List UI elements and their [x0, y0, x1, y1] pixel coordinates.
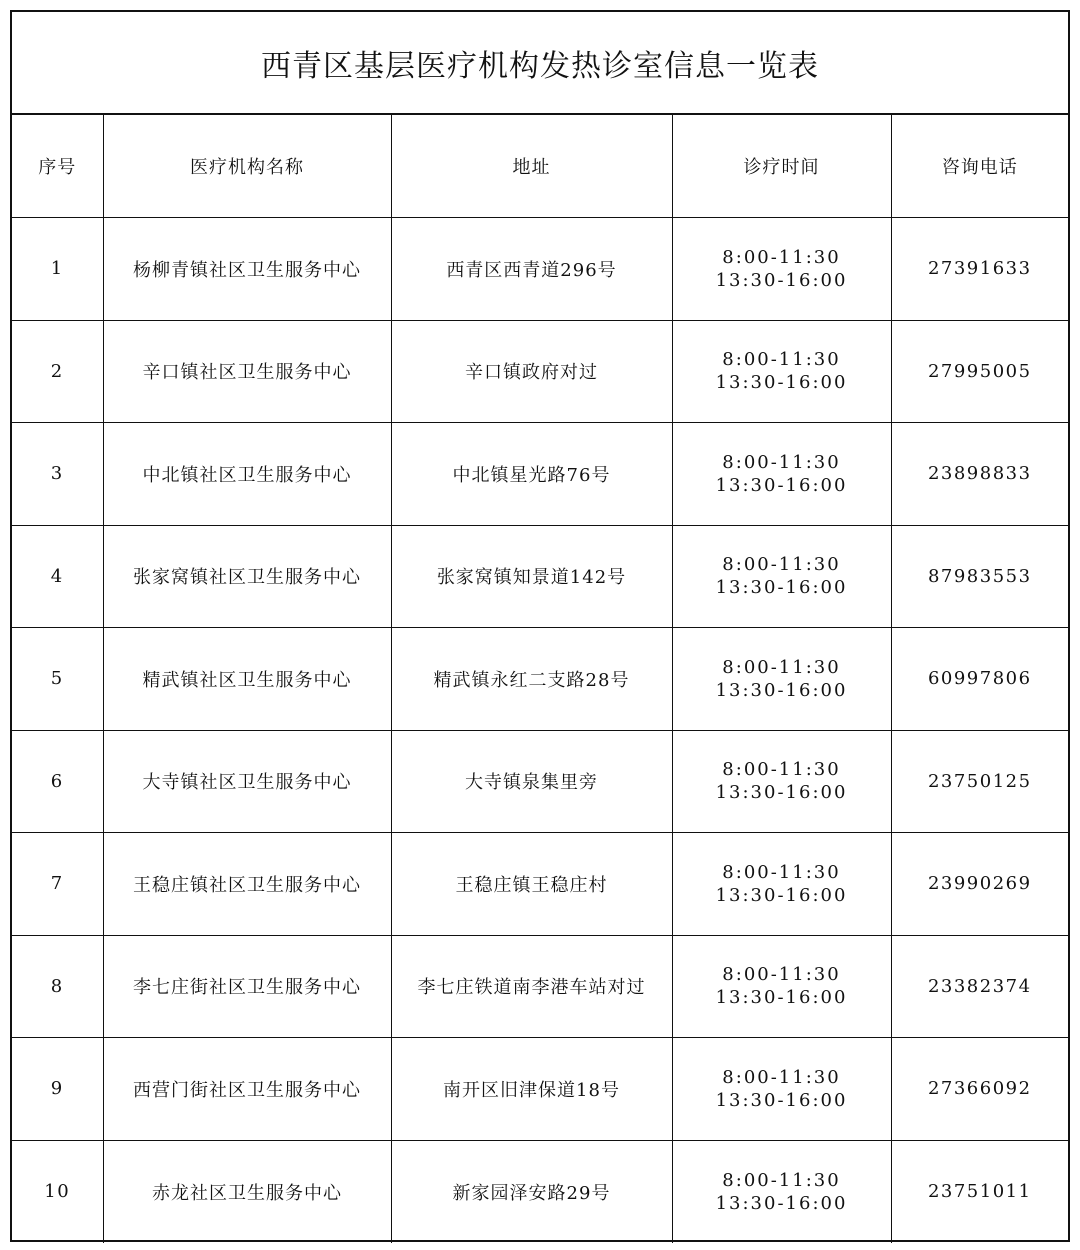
hours-morning: 8:00-11:30	[722, 964, 841, 986]
hours-morning: 8:00-11:30	[722, 246, 841, 268]
cell-no: 5	[12, 628, 103, 731]
hours-afternoon: 13:30-16:00	[715, 269, 848, 291]
cell-no: 8	[12, 935, 103, 1038]
cell-name: 李七庄街社区卫生服务中心	[103, 935, 391, 1038]
hours-afternoon: 13:30-16:00	[715, 372, 848, 394]
table-row	[12, 1038, 1068, 1141]
hours-morning: 8:00-11:30	[722, 1169, 841, 1191]
cell-name: 大寺镇社区卫生服务中心	[103, 730, 391, 833]
cell-phone: 23751011	[891, 1140, 1068, 1243]
page-title: 西青区基层医疗机构发热诊室信息一览表	[261, 48, 819, 84]
cell-name: 王稳庄镇社区卫生服务中心	[103, 833, 391, 936]
cell-no: 1	[12, 218, 103, 321]
cell-no: 9	[12, 1038, 103, 1141]
hours-morning: 8:00-11:30	[722, 554, 841, 576]
cell-hours	[672, 525, 891, 628]
hours-morning: 8:00-11:30	[722, 349, 841, 371]
cell-address: 大寺镇泉集里旁	[391, 730, 672, 833]
table-row	[12, 525, 1068, 628]
cell-hours	[672, 935, 891, 1038]
table-row	[12, 320, 1068, 423]
cell-address: 西青区西青道296号	[391, 218, 672, 321]
header-hours: 诊疗时间	[672, 115, 891, 218]
header-row	[12, 115, 1068, 218]
cell-phone: 27366092	[891, 1038, 1068, 1141]
hours-afternoon: 13:30-16:00	[715, 474, 848, 496]
cell-name: 赤龙社区卫生服务中心	[103, 1140, 391, 1243]
cell-hours	[672, 320, 891, 423]
cell-address: 中北镇星光路76号	[391, 423, 672, 526]
cell-address: 王稳庄镇王稳庄村	[391, 833, 672, 936]
clinic-table	[12, 115, 1068, 1243]
cell-phone: 23382374	[891, 935, 1068, 1038]
cell-phone: 23990269	[891, 833, 1068, 936]
cell-no: 10	[12, 1140, 103, 1243]
hours-afternoon: 13:30-16:00	[715, 1192, 848, 1214]
table-row	[12, 628, 1068, 731]
cell-hours	[672, 218, 891, 321]
cell-hours	[672, 1038, 891, 1141]
cell-phone: 23898833	[891, 423, 1068, 526]
cell-address: 精武镇永红二支路28号	[391, 628, 672, 731]
cell-no: 7	[12, 833, 103, 936]
cell-no: 2	[12, 320, 103, 423]
header-phone: 咨询电话	[891, 115, 1068, 218]
cell-phone: 27995005	[891, 320, 1068, 423]
cell-name: 辛口镇社区卫生服务中心	[103, 320, 391, 423]
cell-name: 张家窝镇社区卫生服务中心	[103, 525, 391, 628]
cell-name: 精武镇社区卫生服务中心	[103, 628, 391, 731]
title-row	[12, 12, 1068, 115]
cell-phone: 23750125	[891, 730, 1068, 833]
cell-address: 张家窝镇知景道142号	[391, 525, 672, 628]
hours-afternoon: 13:30-16:00	[715, 679, 848, 701]
table-row	[12, 833, 1068, 936]
cell-name: 中北镇社区卫生服务中心	[103, 423, 391, 526]
table-row	[12, 935, 1068, 1038]
table-row	[12, 1140, 1068, 1243]
hours-afternoon: 13:30-16:00	[715, 1089, 848, 1111]
hours-morning: 8:00-11:30	[722, 451, 841, 473]
cell-name: 杨柳青镇社区卫生服务中心	[103, 218, 391, 321]
cell-address: 南开区旧津保道18号	[391, 1038, 672, 1141]
hours-morning: 8:00-11:30	[722, 861, 841, 883]
hours-afternoon: 13:30-16:00	[715, 782, 848, 804]
cell-hours	[672, 423, 891, 526]
header-name: 医疗机构名称	[103, 115, 391, 218]
hours-morning: 8:00-11:30	[722, 656, 841, 678]
cell-phone: 87983553	[891, 525, 1068, 628]
cell-hours	[672, 730, 891, 833]
cell-phone: 60997806	[891, 628, 1068, 731]
info-table-sheet	[10, 10, 1070, 1242]
table-row	[12, 423, 1068, 526]
hours-afternoon: 13:30-16:00	[715, 577, 848, 599]
cell-hours	[672, 1140, 891, 1243]
cell-no: 4	[12, 525, 103, 628]
cell-address: 辛口镇政府对过	[391, 320, 672, 423]
hours-afternoon: 13:30-16:00	[715, 884, 848, 906]
header-no: 序号	[12, 115, 103, 218]
cell-phone: 27391633	[891, 218, 1068, 321]
cell-no: 3	[12, 423, 103, 526]
hours-morning: 8:00-11:30	[722, 759, 841, 781]
cell-hours	[672, 833, 891, 936]
cell-address: 李七庄铁道南李港车站对过	[391, 935, 672, 1038]
hours-afternoon: 13:30-16:00	[715, 987, 848, 1009]
header-address: 地址	[391, 115, 672, 218]
cell-no: 6	[12, 730, 103, 833]
table-row	[12, 218, 1068, 321]
cell-hours	[672, 628, 891, 731]
cell-address: 新家园泽安路29号	[391, 1140, 672, 1243]
hours-morning: 8:00-11:30	[722, 1066, 841, 1088]
cell-name: 西营门街社区卫生服务中心	[103, 1038, 391, 1141]
table-row	[12, 730, 1068, 833]
